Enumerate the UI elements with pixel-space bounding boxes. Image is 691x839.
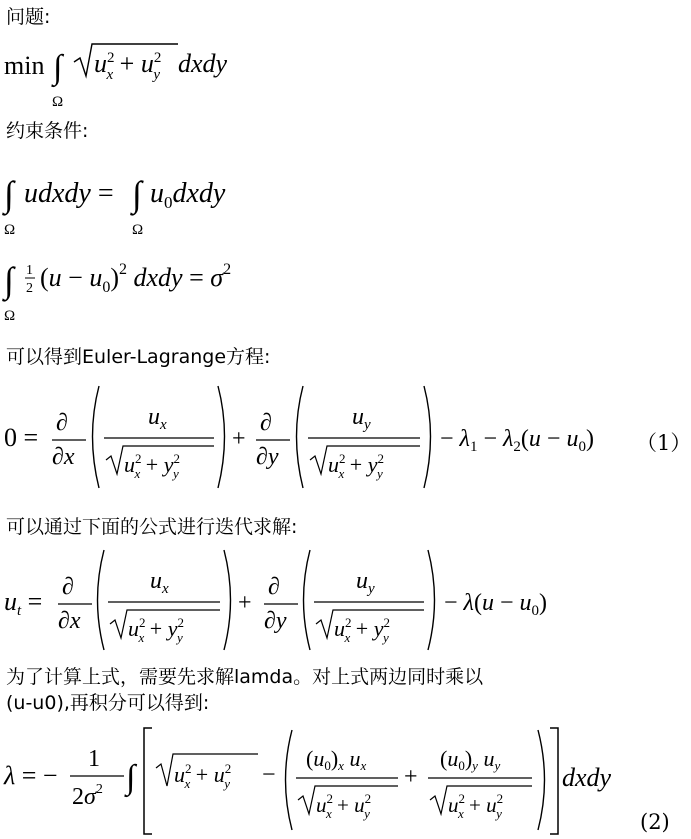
plus-sign: + <box>232 426 246 452</box>
partial-denominator: ∂y <box>264 608 287 634</box>
differential: dxdy <box>562 763 612 792</box>
partial-numerator: ∂ <box>56 410 68 436</box>
lhs-ut: ut = <box>4 587 43 619</box>
integral-domain: Ω <box>132 222 144 238</box>
half-denominator: 2 <box>26 281 33 296</box>
frac-num-ux: $u_x$ <box>150 568 169 597</box>
label-lambda-line-2: (u-u0),再积分可以得到: <box>6 692 210 714</box>
minus-sign: − <box>262 762 276 788</box>
label-euler: 可以得到Euler-Lagrange方程: <box>6 346 271 368</box>
partial-denominator: ∂y <box>256 444 279 470</box>
lhs-lambda: λ = − <box>4 761 58 790</box>
frac-num-uy: $u_y$ <box>356 568 375 597</box>
integral-domain: Ω <box>4 308 16 324</box>
frac-num-ux: $u_x$ <box>148 404 167 433</box>
right-paren <box>424 386 431 488</box>
differential: dxdy <box>178 49 228 78</box>
constraint-2-body: $(u - u_0)^2$ dxdy = $\sigma^2$ <box>40 261 232 296</box>
constraint-2-equation <box>0 244 679 326</box>
lambda-equation <box>0 722 679 839</box>
coef-numerator: 1 <box>88 746 100 772</box>
integral-sign: ∫ <box>4 174 14 214</box>
integral-sign: ∫ <box>4 260 14 300</box>
min-operator: min <box>4 51 45 80</box>
constraint-1-lhs: udxdy = <box>24 178 114 209</box>
equation-number-2: (2) <box>640 810 670 834</box>
right-paren <box>538 730 545 830</box>
lambda-terms: − $\lambda_1 - \lambda_2(u - u_0)$ <box>440 426 594 455</box>
right-bracket <box>550 728 558 834</box>
right-paren <box>224 550 231 650</box>
integral-domain: Ω <box>52 94 64 110</box>
euler-lagrange-equation <box>0 380 679 496</box>
left-paren <box>98 550 105 650</box>
right-paren <box>428 550 435 650</box>
sqrt-content: $u^2$ $x + u^2$ y <box>316 791 372 821</box>
half-numerator: 1 <box>26 263 33 278</box>
frac-num-u0y-uy: (u0)y uy <box>440 746 501 773</box>
sqrt-content: $u^2$ $x + y^2$ y <box>124 451 180 481</box>
coef-denominator: $2\sigma^2$ <box>72 782 103 810</box>
sqrt-content: $u^2$ $x + y^2$ y <box>328 451 384 481</box>
equation-number-1: （1） <box>636 431 691 455</box>
right-paren <box>218 386 225 488</box>
constraint-1-rhs: $u_0dxdy$ <box>150 178 226 212</box>
lambda-term: − $\lambda(u - u_0)$ <box>444 590 547 619</box>
left-paren <box>93 386 100 488</box>
integral-sign: ∫ <box>126 759 136 796</box>
integral-sign: ∫ <box>53 49 63 86</box>
left-paren <box>286 730 293 830</box>
partial-numerator: ∂ <box>62 574 74 600</box>
partial-numerator: ∂ <box>260 410 272 436</box>
label-lambda-line-1: 为了计算上式，需要先求解lamda。对上式两边同时乘以 <box>6 666 484 688</box>
frac-num-u0x-ux: (u0)x ux <box>306 746 367 773</box>
sqrt-content: $u^2$ $x + u^2$ y <box>174 761 232 791</box>
sqrt-content: $u^2$ $x + u^2$ y <box>94 49 162 83</box>
plus-sign: + <box>238 590 252 616</box>
left-paren <box>304 550 311 650</box>
partial-denominator: ∂x <box>52 444 75 470</box>
sqrt-content: $u^2$ $x + y^2$ y <box>128 615 184 645</box>
objective-equation <box>0 36 679 110</box>
lhs-zero: 0 = <box>4 423 39 452</box>
integral-sign: ∫ <box>132 174 142 214</box>
label-constraints: 约束条件: <box>6 120 89 142</box>
sqrt-content: $u^2$ $x + y^2$ y <box>334 615 390 645</box>
label-problem: 问题: <box>6 6 51 28</box>
label-iterate: 可以通过下面的公式进行迭代求解: <box>6 516 298 538</box>
constraint-1-equation <box>0 160 679 240</box>
partial-numerator: ∂ <box>268 574 280 600</box>
plus-sign: + <box>404 764 418 790</box>
iteration-equation <box>0 544 679 656</box>
left-paren <box>297 386 304 488</box>
left-bracket <box>144 728 152 834</box>
sqrt-content: $u^2$ $x + u^2$ y <box>448 791 504 821</box>
integral-domain: Ω <box>4 222 16 238</box>
partial-denominator: ∂x <box>58 608 81 634</box>
frac-num-uy: $u_y$ <box>352 404 371 433</box>
